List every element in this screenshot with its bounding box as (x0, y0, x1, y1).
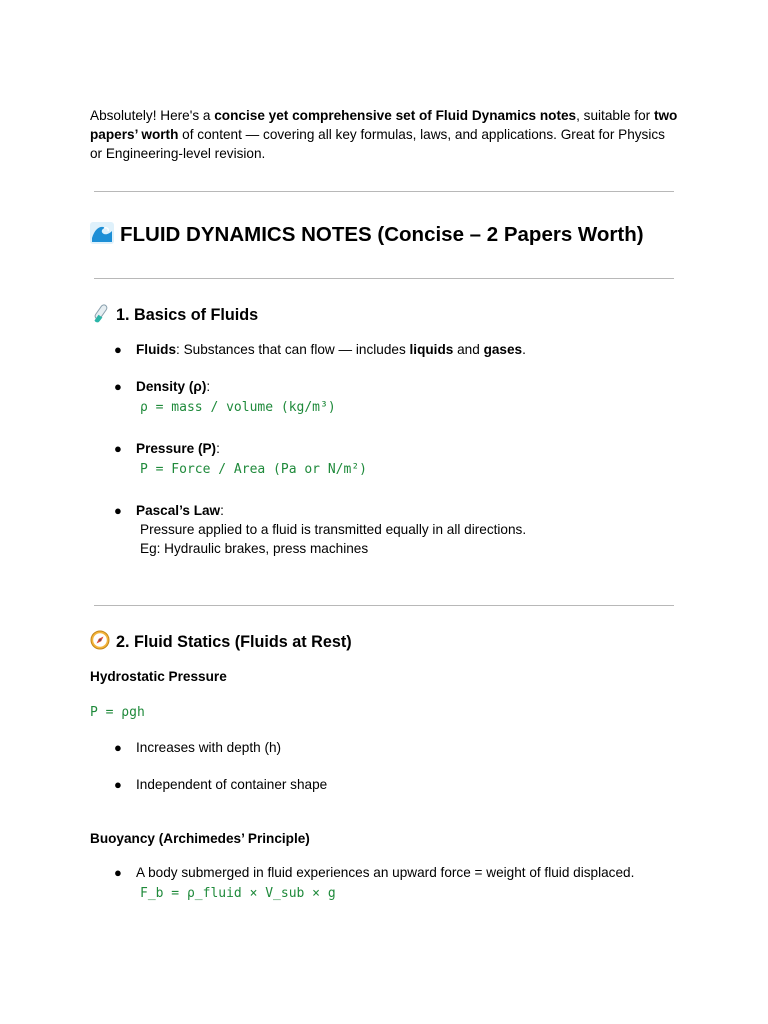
definition-text: : (216, 441, 220, 456)
section-heading-statics (90, 630, 352, 655)
term: Fluids (136, 342, 177, 357)
term: liquids (409, 342, 454, 357)
definition-text: : (220, 503, 224, 518)
bullet-marker: ● (114, 865, 122, 880)
bullet-marker: ● (114, 441, 122, 456)
divider (94, 278, 674, 279)
bullet-marker: ● (114, 503, 122, 518)
intro-bold: two papers’ worth (90, 108, 678, 142)
intro-text: of content — covering all key formulas, laws, and applications. Great for Physics or Engineering-level revision. (90, 127, 665, 161)
formula-hydrostatic: P = ρgh (90, 705, 145, 720)
list-item-density (136, 379, 210, 394)
divider (94, 191, 674, 192)
divider (94, 605, 674, 606)
list-item-buoyancy: A body submerged in fluid experiences an upward force = weight of fluid displaced. (136, 865, 635, 880)
intro-text: Absolutely! Here's a (90, 108, 215, 123)
definition-text: . (522, 342, 526, 357)
intro-text: , suitable for (576, 108, 654, 123)
term: Pascal’s Law (136, 503, 221, 518)
section-heading-text: 1. Basics of Fluids (116, 306, 259, 324)
list-item: Independent of container shape (136, 777, 328, 792)
list-item-pressure (136, 441, 220, 456)
list-item-fluids (136, 342, 526, 357)
test-tube-icon (90, 303, 110, 328)
bullet-marker: ● (114, 740, 122, 755)
subheading-hydrostatic: Hydrostatic Pressure (90, 669, 227, 684)
pascal-description: Pressure applied to a fluid is transmitted equally in all directions. (140, 522, 527, 537)
bullet-marker: ● (114, 777, 122, 792)
intro-paragraph (90, 106, 680, 163)
list-item-pascal (136, 503, 224, 518)
term: gases (483, 342, 523, 357)
bullet-marker: ● (114, 342, 122, 357)
formula-buoyancy: F_b = ρ_fluid × V_sub × g (140, 886, 336, 901)
term: Density (ρ) (136, 379, 207, 394)
definition-text: : (206, 379, 211, 394)
definition-text: : Substances that can flow — includes (176, 342, 410, 357)
list-item: Increases with depth (h) (136, 740, 282, 755)
subheading-buoyancy: Buoyancy (Archimedes’ Principle) (90, 831, 310, 846)
formula-pressure: P = Force / Area (Pa or N/m²) (140, 462, 367, 477)
intro-bold: concise yet comprehensive set of Fluid Dynamics notes (214, 108, 577, 123)
page-title-text: FLUID DYNAMICS NOTES (Concise – 2 Papers Worth) (120, 223, 644, 246)
wave-icon (90, 222, 114, 250)
term: Pressure (P) (136, 441, 217, 456)
bullet-marker: ● (114, 379, 122, 394)
formula-density: ρ = mass / volume (kg/m³) (140, 400, 336, 415)
page-title (90, 222, 644, 250)
section-heading-basics (90, 303, 258, 328)
pascal-example: Eg: Hydraulic brakes, press machines (140, 541, 369, 556)
section-heading-text: 2. Fluid Statics (Fluids at Rest) (116, 633, 352, 651)
definition-text: and (453, 342, 484, 357)
compass-icon (90, 630, 110, 655)
